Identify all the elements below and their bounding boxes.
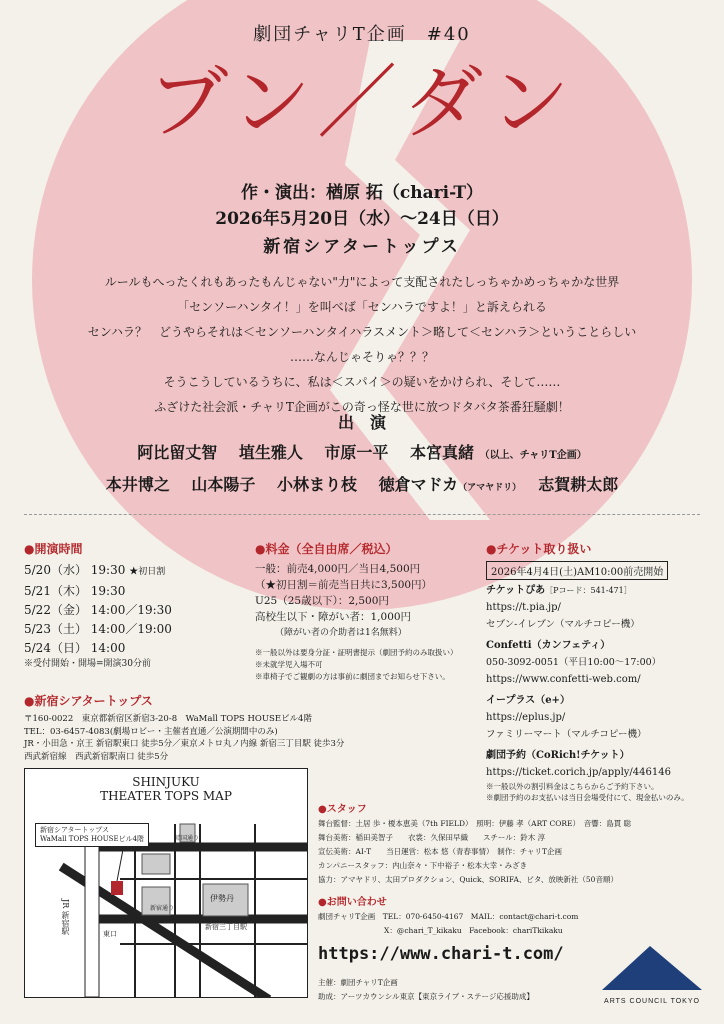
- ticket-section: [486, 540, 711, 803]
- ticket-vendor: 劇団予約（CoRich!チケット）: [486, 750, 630, 761]
- date-line: 2026年5月20日（水）～24日（日）: [215, 209, 509, 229]
- cast-member: 本宮真緒: [410, 443, 475, 462]
- price-line: （障がい者の介助者は1名無料）: [275, 628, 407, 638]
- price-heading: ●料金（全自由席／税込）: [255, 542, 398, 556]
- synopsis-line: ふざけた社会派・チャリT企画がこの奇っ怪な世に放つドタバタ茶番狂騒劇！: [154, 400, 570, 414]
- map-title: SHINJUKU THEATER TOPS MAP: [100, 775, 232, 803]
- map-label: 新宿通り: [150, 905, 175, 912]
- schedule-table: [24, 561, 244, 658]
- synopsis-line: ルールもへったくれもあったもんじゃない"力"によって支配されたしっちゃかめっちゃかな世界: [104, 275, 620, 289]
- synopsis-line: そうこうしているうちに、私は＜スパイ＞の疑いをかけられ、そして……: [163, 375, 561, 389]
- ticket-phone: 050-3092-0051（平日10:00～17:00）: [486, 657, 662, 668]
- cast-affiliation: （以上、チャリT企画）: [479, 450, 587, 461]
- ticket-heading: ●チケット取り扱い: [486, 542, 592, 556]
- ticket-link[interactable]: https://t.pia.jp/: [486, 602, 561, 613]
- ticket-notes: ※一般以外の割引料金はこちらからご予約下さい。 ※劇団予約のお支払いは当日会場受付にて、現金払いのみ。: [486, 782, 689, 802]
- cast-member: 志賀耕太郎: [538, 475, 619, 494]
- theater-access: 西武新宿線 西武新宿駅南口 徒歩5分: [24, 751, 169, 762]
- rail-line: [85, 829, 99, 997]
- series-label: 劇団チャリT企画 #40: [253, 24, 471, 45]
- synopsis-line: センハラ？ どうやらそれは＜センソーハンタイハラスメント＞略して＜センハラ＞ということらしい: [87, 325, 637, 339]
- synopsis: [0, 270, 724, 420]
- price-line: 一般：前売4,000円／当日4,500円: [255, 563, 421, 575]
- staff-list: [318, 817, 713, 887]
- map-callout: 新宿シアタートップス WaMall TOPS HOUSEビル4階: [35, 823, 149, 847]
- theater-heading: ●新宿シアタートップス: [24, 694, 153, 708]
- arts-council-logo: [592, 942, 712, 994]
- schedule-section: [24, 540, 244, 671]
- cast-row-2: [0, 472, 724, 495]
- cast-heading: 出 演: [337, 413, 386, 432]
- release-date-box: 2026年4月4日(土)AM10:00前売開始: [486, 561, 668, 580]
- schedule-heading: ●開演時間: [24, 542, 83, 556]
- venue-map: [24, 768, 308, 998]
- map-label: 靖国通り: [175, 835, 200, 842]
- theater-address: 〒160-0022 東京都新宿区新宿3-20-8 WaMall TOPS HOUSEビル4階: [24, 714, 312, 724]
- divider: [24, 514, 700, 515]
- cast-member: 阿比留丈智: [137, 443, 218, 462]
- schedule-row: 5/23（土） 14:00／19:00: [24, 622, 172, 636]
- cast-member: 埴生雅人: [238, 443, 303, 462]
- staff-line: 舞台監督：土居 歩・榎本恵美（7th FIELD） 照明：伊藤 孝（ART CORE） 音響：島貫 聡: [318, 819, 632, 828]
- bullet-icon: ●: [255, 542, 266, 556]
- theater-access: JR・小田急・京王 新宿駅東口 徒歩5分／東京メトロ丸ノ内線 新宿三丁目駅 徒歩3分: [24, 739, 345, 749]
- map-label: JR 新宿駅: [61, 899, 70, 935]
- website-link[interactable]: https://www.chari-t.com/: [318, 944, 564, 964]
- venue-line: 新宿シアタートップス: [263, 237, 461, 257]
- cast-member: 本井博之: [105, 475, 170, 494]
- schedule-row: 5/20（水） 19:30 ★初日割: [24, 563, 166, 577]
- schedule-row: 5/21（木） 19:30: [24, 584, 126, 598]
- contact-section: [318, 893, 713, 938]
- footer-credits: [318, 976, 534, 1004]
- staff-line: カンパニースタッフ：内山奈々・下中裕子・松本大幸・みざき: [318, 861, 528, 870]
- schedule-row: 5/24（日） 14:00: [24, 641, 126, 655]
- schedule-row: 5/22（金） 14:00／19:30: [24, 603, 172, 617]
- play-title: ブン／ダン: [148, 56, 576, 149]
- map-label: 東口: [103, 930, 117, 938]
- bullet-icon: ●: [24, 542, 35, 556]
- bullet-icon: ●: [24, 694, 35, 708]
- contact-heading: ●お問い合わせ: [318, 897, 387, 908]
- credit-line: 作・演出：楢原 拓（chari-T）: [241, 183, 483, 203]
- ticket-vendor: Confetti（カンフェティ）: [486, 640, 611, 651]
- staff-line: 舞台美術：稲田美智子 衣裳：久保田早織 スチール：鈴木 淳: [318, 833, 546, 842]
- bullet-icon: ●: [318, 897, 327, 908]
- price-line: （★初日割＝前売当日共に3,500円）: [255, 579, 433, 591]
- organizer: 主催：劇団チャリT企画: [318, 978, 398, 987]
- synopsis-line: 「センソーハンタイ！」を叫べば「センハラですよ！」と訴えられる: [177, 300, 547, 314]
- price-line: 高校生以下・障がい者：1,000円: [255, 611, 412, 623]
- cast-member: 小林まり枝: [276, 475, 357, 494]
- theater-marker: [111, 881, 123, 895]
- cast-member: 徳倉マドカ: [378, 475, 459, 494]
- cast-member: 山本陽子: [191, 475, 256, 494]
- theater-section: [24, 692, 464, 763]
- ticket-link[interactable]: https://eplus.jp/: [486, 712, 566, 723]
- map-graphic: [25, 769, 307, 997]
- theater-details: [24, 713, 464, 763]
- theater-tel: TEL：03-6457-4083(劇場ロビー・主催者直通／公演期間中のみ): [24, 726, 278, 737]
- staff-line: 協力：アマヤドリ、太田プロダクション、Quick、SORIFA、ビタ、放映新社（50音順）: [318, 875, 618, 884]
- bullet-icon: ●: [318, 804, 327, 815]
- price-line: U25（25歳以下）：2,500円: [255, 595, 389, 607]
- arts-council-label: ARTS COUNCIL TOKYO: [604, 998, 700, 1005]
- ticket-list: チケットぴあ［Pコード：541-471］ https://t.pia.jp/ セブン-イレブン（マルチコピー機） Confetti（カンフェティ） 050-3092-0051（平日10:00～17:00） https://www.confetti-web.com/ イープラス（e+） https://eplus.jp/ ファミリーマート（マルチコピー機） 劇団予約（CoRich!チケット） https://ticket.corich.jp/apply/446146: [486, 582, 711, 781]
- price-notes: ※一般以外は要身分証・証明書提示（劇団予約のみ取扱い） ※未就学児入場不可 ※車椅子でご観劇の方は事前に劇団までお知らせ下さい。: [255, 648, 458, 681]
- bullet-icon: ●: [486, 542, 497, 556]
- price-list: [255, 561, 480, 641]
- ticket-vendor: イープラス（e+）: [486, 695, 570, 706]
- ticket-link[interactable]: https://ticket.corich.jp/apply/446146: [486, 767, 671, 778]
- staff-section: [318, 800, 713, 887]
- synopsis-line: ……なんじゃそりゃ？？？: [289, 350, 434, 364]
- contact-details: 劇団チャリT企画 TEL：070-6450-4167 MAIL：contact@chari-t.com X：@chari_T_kikaku Facebook：chariTkikaku: [318, 912, 579, 935]
- cast-row-1: [0, 440, 724, 463]
- map-label: 新宿三丁目駅: [205, 923, 247, 931]
- price-section: [255, 540, 480, 683]
- ticket-vendor: チケットぴあ［Pコード：541-471］: [486, 585, 632, 596]
- cast-affiliation: （アマヤドリ）: [458, 483, 517, 493]
- ticket-link[interactable]: https://www.confetti-web.com/: [486, 674, 641, 685]
- grant: 助成：アーツカウンシル東京【東京ライブ・ステージ応援助成】: [318, 992, 534, 1001]
- cast-member: 市原一平: [324, 443, 389, 462]
- staff-heading: ●スタッフ: [318, 804, 367, 815]
- map-label: 伊勢丹: [210, 894, 234, 903]
- staff-line: 宣伝美術：AI-T 当日運営：松本 悠（青春事情） 制作：チャリT企画: [318, 847, 563, 856]
- schedule-footnote: ※受付開始・開場=開演30分前: [24, 659, 151, 669]
